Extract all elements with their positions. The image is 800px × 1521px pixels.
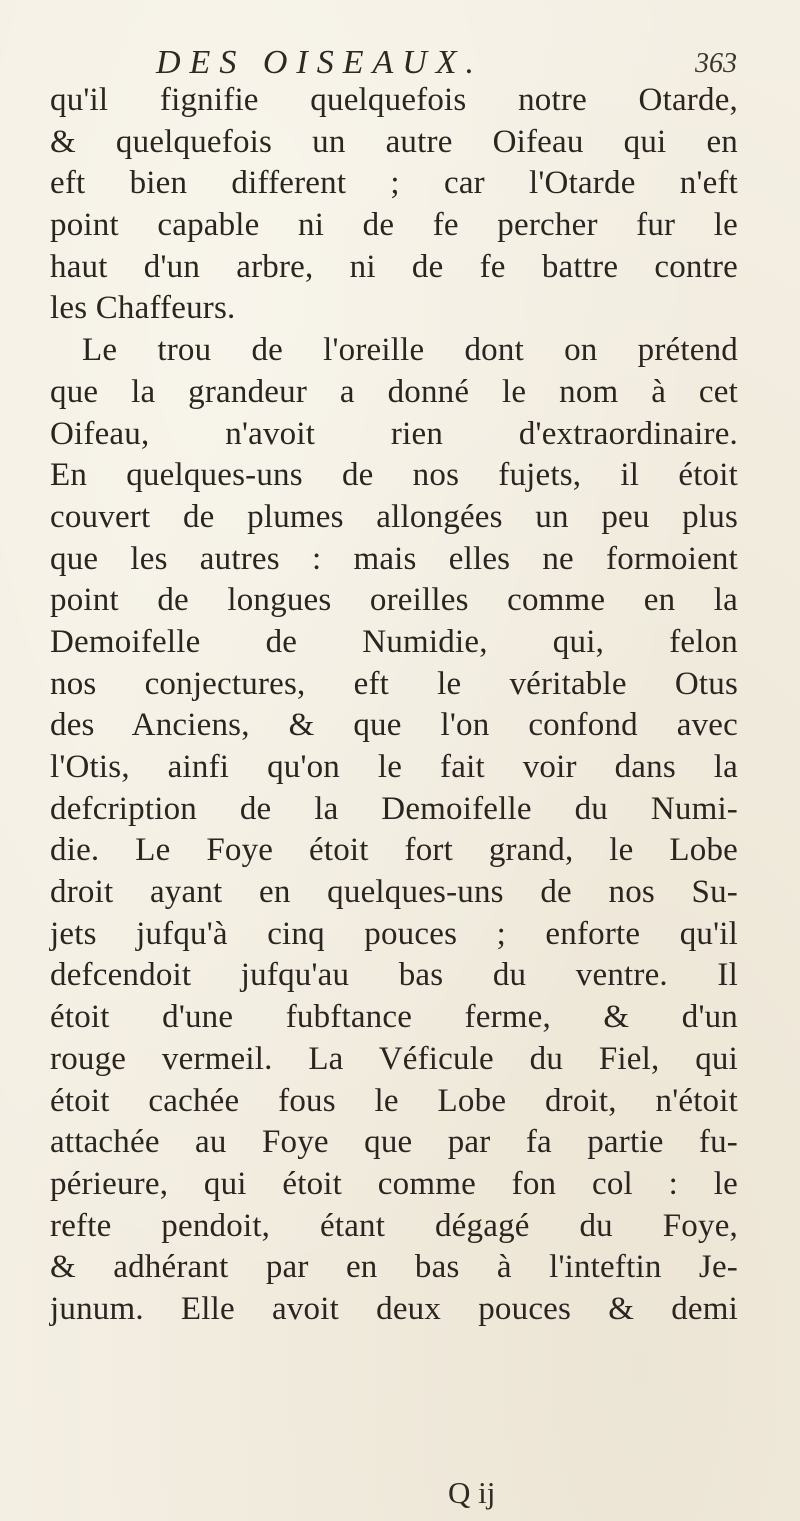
- text-line: & quelquefois un autre Oifeau qui en: [50, 123, 738, 160]
- body-text: [50, 80, 738, 1331]
- text-line: eft bien different ; car l'Otarde n'eft: [50, 165, 738, 202]
- text-line: haut d'un arbre, ni de fe battre contre: [50, 248, 738, 285]
- text-line: nos conjectures, eft le véritable Otus: [50, 665, 738, 702]
- text-line: die. Le Foye étoit fort grand, le Lobe: [50, 832, 738, 869]
- text-line: l'Otis, ainfi qu'on le fait voir dans la: [50, 749, 738, 785]
- text-line: droit ayant en quelques-uns de nos Su-: [50, 874, 738, 911]
- text-line: jets jufqu'à cinq pouces ; enforte qu'il: [50, 915, 738, 952]
- text-line: Le trou de l'oreille dont on prétend: [82, 332, 738, 369]
- text-line: qu'il fignifie quelquefois notre Otarde,: [50, 82, 738, 118]
- text-line: defcription de la Demoifelle du Numi-: [50, 790, 738, 827]
- text-line: rouge vermeil. La Véficule du Fiel, qui: [50, 1040, 738, 1077]
- text-line: junum. Elle avoit deux pouces & demi: [50, 1290, 738, 1327]
- text-line: attachée au Foye que par fa partie fu-: [50, 1124, 738, 1161]
- text-line: des Anciens, & que l'on confond avec: [50, 707, 738, 744]
- text-line: point de longues oreilles comme en la: [50, 582, 738, 619]
- text-line: périeure, qui étoit comme fon col : le: [50, 1165, 738, 1202]
- text-line: couvert de plumes allongées un peu plus: [50, 498, 738, 535]
- text-line: & adhérant par en bas à l'inteftin Je-: [50, 1249, 738, 1286]
- text-line: que les autres : mais elles ne formoient: [50, 540, 738, 577]
- text-line: En quelques-uns de nos fujets, il étoit: [50, 457, 738, 494]
- text-line: defcendoit jufqu'au bas du ventre. Il: [50, 957, 738, 994]
- page-number: 363: [695, 48, 737, 79]
- text-line: étoit cachée fous le Lobe droit, n'étoit: [50, 1082, 738, 1119]
- signature-mark: Q ij: [448, 1475, 496, 1510]
- text-line: Demoifelle de Numidie, qui, felon: [50, 623, 738, 660]
- text-line: Oifeau, n'avoit rien d'extraordinaire.: [50, 415, 738, 452]
- text-line: point capable ni de fe percher fur le: [50, 207, 738, 244]
- text-line: étoit d'une fubftance ferme, & d'un: [50, 999, 738, 1036]
- text-line: que la grandeur a donné le nom à cet: [50, 373, 738, 410]
- text-line: refte pendoit, étant dégagé du Foye,: [50, 1207, 738, 1244]
- text-line: les Chaffeurs.: [50, 290, 236, 327]
- running-title: DES OISEAUX.: [156, 44, 484, 81]
